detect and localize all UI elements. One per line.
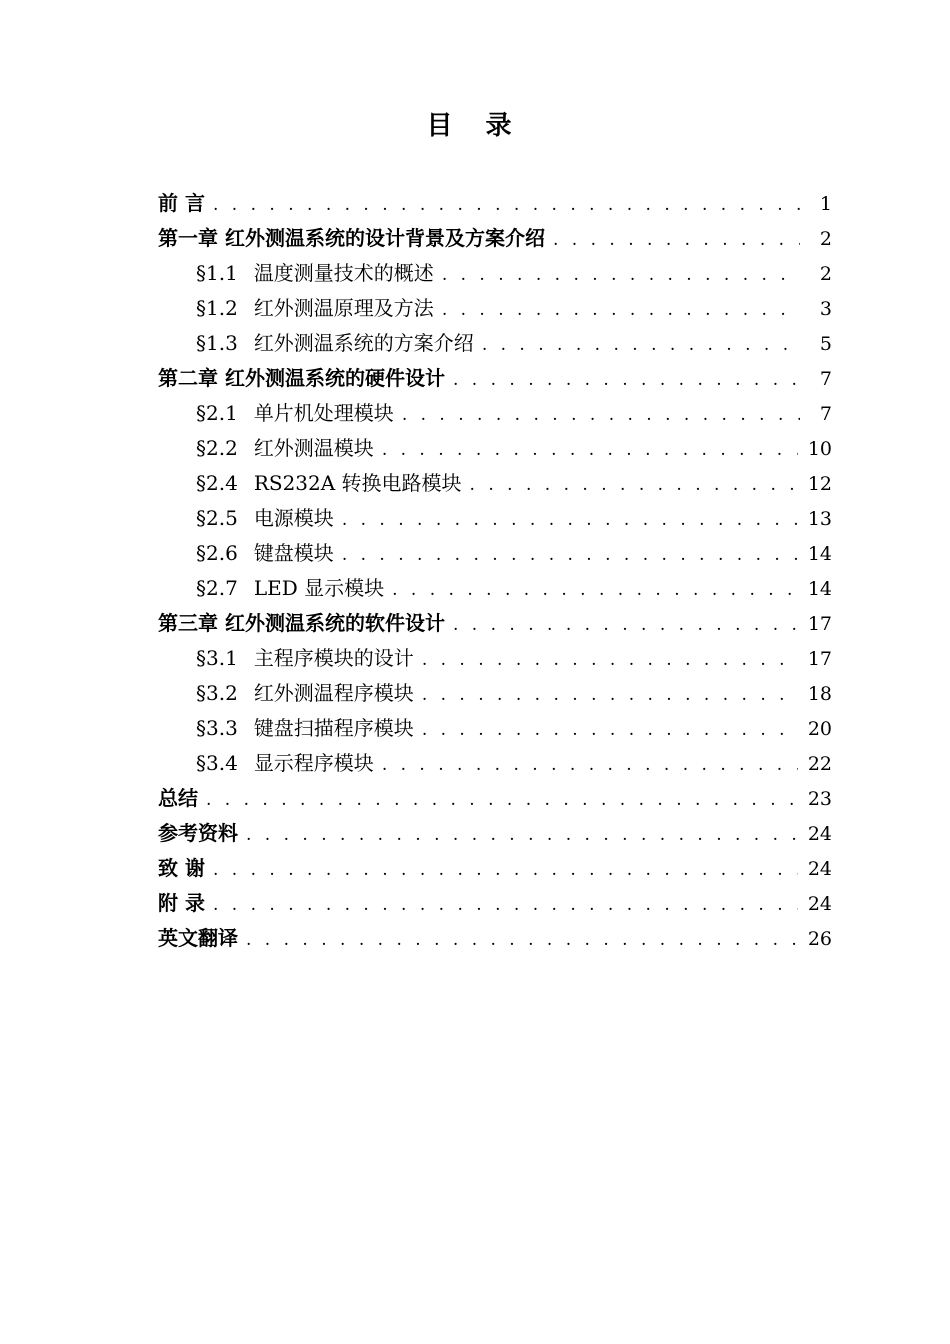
toc-dot-leader — [382, 748, 798, 783]
toc-page-number: 23 — [807, 788, 832, 810]
toc-entry-title: 温度测量技术的概述 — [253, 261, 434, 285]
toc-entry-title: 显示程序模块 — [253, 751, 374, 775]
toc-page-number: 14 — [807, 543, 832, 565]
toc-entry[interactable] — [158, 816, 832, 851]
toc-dot-leader — [342, 538, 798, 573]
toc-page-number: 1 — [819, 193, 832, 215]
toc-dot-leader — [382, 433, 798, 468]
toc-entry[interactable] — [158, 256, 832, 291]
toc-entry-title: 总结 — [158, 786, 198, 810]
toc-dot-leader — [213, 188, 800, 223]
toc-entry-text — [196, 501, 334, 536]
toc-section-number: §3.2 — [196, 681, 238, 705]
toc-dot-leader — [402, 398, 800, 433]
table-of-contents — [158, 186, 832, 956]
toc-page-number: 3 — [819, 298, 832, 320]
toc-entry-text — [158, 921, 238, 956]
toc-page-number: 7 — [819, 403, 832, 425]
toc-dot-leader — [392, 573, 798, 608]
toc-dot-leader — [453, 363, 800, 398]
toc-entry-text — [196, 431, 374, 466]
toc-entry-text — [158, 781, 198, 816]
toc-page-number: 2 — [819, 263, 832, 285]
toc-entry[interactable] — [158, 536, 832, 571]
toc-entry[interactable] — [158, 571, 832, 606]
page-title: 目 录 — [426, 111, 524, 141]
toc-entry[interactable] — [158, 466, 832, 501]
toc-page-number: 7 — [819, 368, 832, 390]
toc-entry-text — [196, 466, 462, 501]
toc-entry-title: 键盘扫描程序模块 — [253, 716, 414, 740]
toc-entry[interactable] — [158, 921, 832, 956]
toc-dot-leader — [422, 678, 798, 713]
toc-entry[interactable] — [158, 291, 832, 326]
toc-dot-leader — [453, 608, 798, 643]
toc-page-number: 14 — [807, 578, 832, 600]
toc-section-number: §2.4 — [196, 471, 238, 495]
toc-dot-leader — [206, 783, 798, 818]
toc-entry-title: 英文翻译 — [158, 926, 238, 950]
toc-entry-title: 主程序模块的设计 — [253, 646, 414, 670]
toc-entry[interactable] — [158, 326, 832, 361]
toc-section-number: §2.5 — [196, 506, 238, 530]
toc-dot-leader — [213, 853, 798, 888]
toc-entry-title: 参考资料 — [158, 821, 238, 845]
toc-entry-text — [196, 536, 334, 571]
toc-entry-text — [196, 711, 414, 746]
toc-page-number: 24 — [807, 893, 832, 915]
toc-page-number: 17 — [807, 613, 832, 635]
toc-section-number: §1.1 — [196, 261, 238, 285]
toc-dot-leader — [342, 503, 798, 538]
toc-page-number: 17 — [807, 648, 832, 670]
toc-entry-text — [158, 816, 238, 851]
toc-entry-text — [196, 396, 394, 431]
toc-entry-title: 键盘模块 — [253, 541, 334, 565]
toc-entry-text — [158, 886, 205, 921]
toc-page-number: 22 — [807, 753, 832, 775]
toc-entry-title: 红外测温原理及方法 — [253, 296, 434, 320]
toc-page-number: 2 — [819, 228, 832, 250]
toc-dot-leader — [246, 818, 798, 853]
toc-page-number: 26 — [807, 928, 832, 950]
toc-page-number: 24 — [807, 858, 832, 880]
toc-dot-leader — [553, 223, 800, 258]
toc-page-number: 20 — [807, 718, 832, 740]
toc-entry-text — [196, 676, 414, 711]
toc-page-number: 12 — [807, 473, 832, 495]
toc-entry[interactable] — [158, 221, 832, 256]
toc-section-number: §2.7 — [196, 576, 238, 600]
toc-page-number: 24 — [807, 823, 832, 845]
toc-section-number: §1.3 — [196, 331, 238, 355]
toc-section-number: §2.6 — [196, 541, 238, 565]
toc-dot-leader — [442, 293, 800, 328]
toc-entry-text — [158, 186, 205, 221]
toc-entry[interactable] — [158, 501, 832, 536]
toc-entry[interactable] — [158, 781, 832, 816]
toc-entry[interactable] — [158, 886, 832, 921]
toc-entry[interactable] — [158, 431, 832, 466]
toc-section-number: §2.1 — [196, 401, 238, 425]
toc-entry-title: 第一章 红外测温系统的设计背景及方案介绍 — [158, 226, 545, 250]
toc-entry[interactable] — [158, 361, 832, 396]
toc-entry-text — [196, 291, 434, 326]
toc-entry-title: 前 言 — [158, 191, 205, 215]
toc-entry-text — [196, 326, 474, 361]
toc-entry[interactable] — [158, 746, 832, 781]
toc-entry-title: LED 显示模块 — [253, 576, 385, 600]
toc-entry-title: 第三章 红外测温系统的软件设计 — [158, 611, 445, 635]
toc-page-number: 5 — [819, 333, 832, 355]
toc-page-number: 13 — [807, 508, 832, 530]
toc-dot-leader — [422, 713, 798, 748]
toc-section-number: §3.1 — [196, 646, 238, 670]
toc-section-number: §3.4 — [196, 751, 238, 775]
toc-entry-title: 单片机处理模块 — [253, 401, 394, 425]
toc-entry[interactable] — [158, 676, 832, 711]
toc-dot-leader — [482, 328, 800, 363]
toc-entry-title: RS232A 转换电路模块 — [253, 471, 462, 495]
toc-page-number: 18 — [807, 683, 832, 705]
toc-entry-text — [196, 641, 414, 676]
toc-entry-title: 致 谢 — [158, 856, 205, 880]
toc-dot-leader — [246, 923, 798, 958]
toc-entry[interactable] — [158, 396, 832, 431]
toc-entry[interactable] — [158, 851, 832, 886]
toc-dot-leader — [213, 888, 798, 923]
toc-entry-title: 第二章 红外测温系统的硬件设计 — [158, 366, 445, 390]
toc-entry-title: 附 录 — [158, 891, 205, 915]
toc-entry-title: 红外测温程序模块 — [253, 681, 414, 705]
toc-entry-title: 红外测温模块 — [253, 436, 374, 460]
toc-entry[interactable] — [158, 606, 832, 641]
toc-entry-text — [158, 851, 205, 886]
toc-dot-leader — [422, 643, 798, 678]
toc-section-number: §1.2 — [196, 296, 238, 320]
toc-dot-leader — [470, 468, 798, 503]
toc-entry[interactable] — [158, 641, 832, 676]
toc-entry-text — [196, 746, 374, 781]
toc-entry-text — [196, 571, 384, 606]
toc-entry[interactable] — [158, 186, 832, 221]
toc-section-number: §2.2 — [196, 436, 238, 460]
toc-entry[interactable] — [158, 711, 832, 746]
toc-entry-text — [158, 361, 445, 396]
toc-dot-leader — [442, 258, 800, 293]
toc-entry-text — [196, 256, 434, 291]
toc-entry-title: 电源模块 — [253, 506, 334, 530]
toc-entry-title: 红外测温系统的方案介绍 — [253, 331, 474, 355]
toc-entry-text — [158, 221, 545, 256]
toc-entry-text — [158, 606, 445, 641]
toc-page-number: 10 — [807, 438, 832, 460]
toc-section-number: §3.3 — [196, 716, 238, 740]
